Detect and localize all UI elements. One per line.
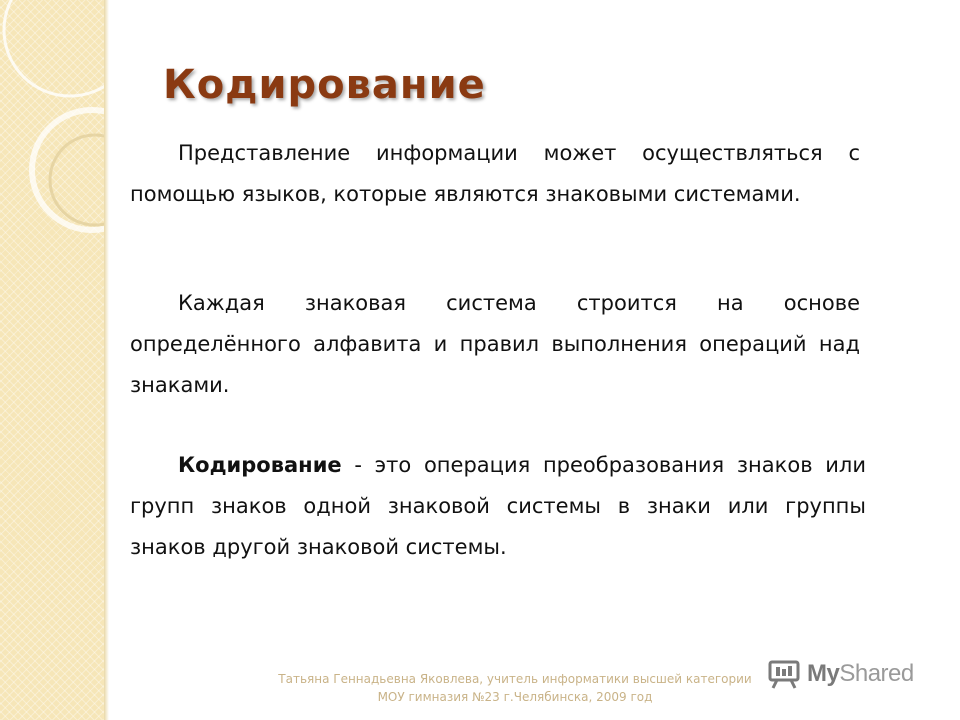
projector-screen-icon bbox=[767, 659, 801, 689]
encoding-term: Кодирование bbox=[178, 453, 342, 477]
paragraph-encoding-definition bbox=[130, 445, 866, 568]
paragraph-sign-system: Каждая знаковая система строится на основе определённого алфавита и правил выполнения операций над знаками. bbox=[130, 291, 860, 397]
slide-title: Кодирование bbox=[163, 62, 486, 108]
slide-footer bbox=[230, 670, 800, 706]
side-band-edge bbox=[104, 0, 109, 720]
footer-school: МОУ гимназия №23 г.Челябинска, 2009 год bbox=[377, 690, 653, 704]
decorative-side-band bbox=[0, 0, 104, 720]
watermark-brand: MyShared bbox=[807, 660, 914, 687]
footer-author: Татьяна Геннадьевна Яковлева, учитель информатики высшей категории bbox=[278, 672, 752, 686]
encoding-definition-text: - это операция преобразования знаков или групп знаков одной знаковой системы в знаки или группы знаков другой знаковой системы. bbox=[130, 453, 866, 559]
decorative-circles bbox=[0, 0, 104, 720]
myshared-watermark[interactable] bbox=[767, 658, 927, 690]
paragraph-representation: Представление информации может осуществляться с помощью языков, которые являются знаковыми системами. bbox=[130, 141, 860, 206]
